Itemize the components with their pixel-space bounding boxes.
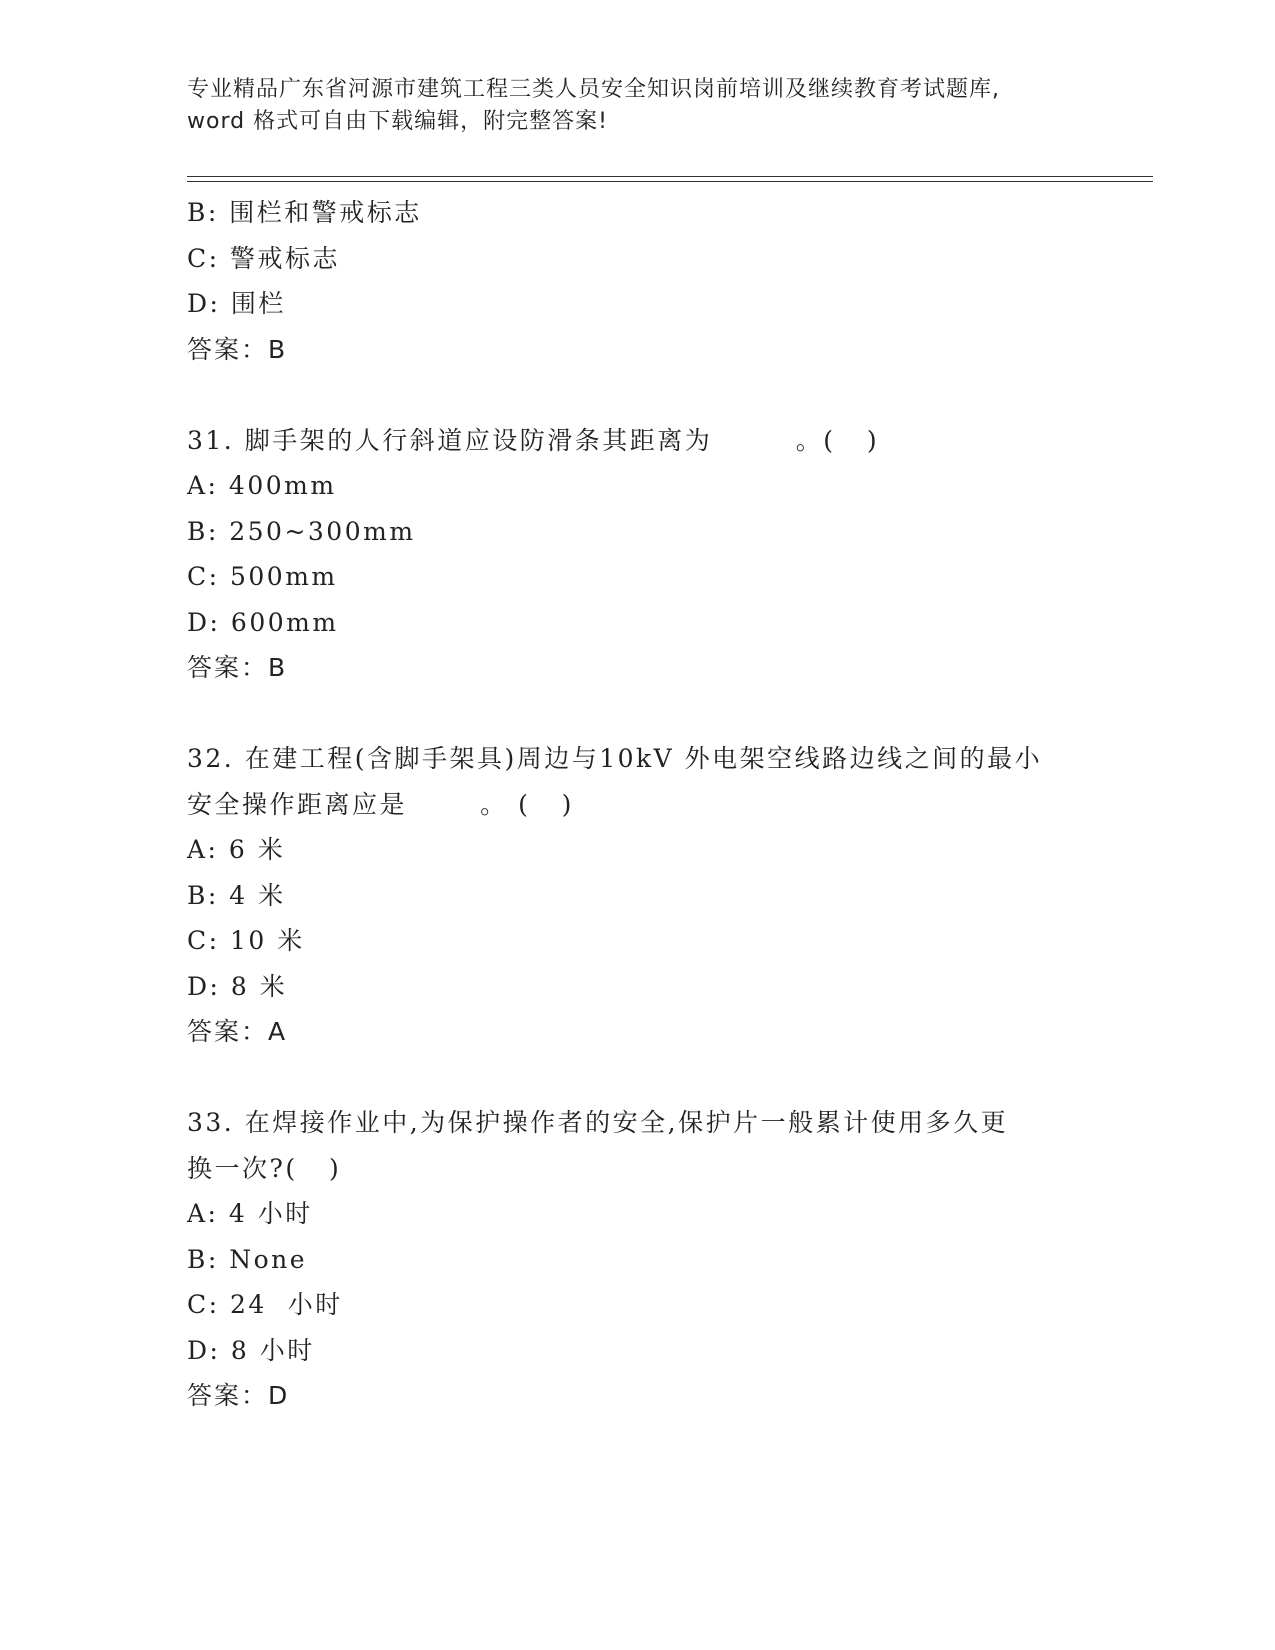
header-divider-top xyxy=(187,176,1153,177)
question-list xyxy=(187,190,1087,1419)
option-d: D: 8 米 xyxy=(187,971,288,1001)
option-c: C: 10 米 xyxy=(187,926,305,955)
answer-line: 答案：A xyxy=(187,1017,288,1046)
answer-line: 答案：B xyxy=(187,653,288,682)
option-d: D: 围栏 xyxy=(187,289,286,318)
question-33 xyxy=(187,1100,1087,1419)
previous-question xyxy=(187,190,1087,372)
option-c: C: 24 小时 xyxy=(187,1290,343,1319)
question-31 xyxy=(187,418,1087,691)
question-stem-line-1: 32. 在建工程(含脚手架具)周边与10kV 外电架空线路边线之间的最小 xyxy=(187,744,1043,773)
option-c: C: 500mm xyxy=(187,562,338,591)
option-d: D: 8 小时 xyxy=(187,1335,315,1365)
question-stem-line-2: 安全操作距离应是 。 ( ) xyxy=(187,789,574,819)
option-b: B: 250~300mm xyxy=(187,516,416,546)
spacer xyxy=(187,1055,1087,1101)
option-b: B: None xyxy=(187,1244,308,1274)
answer-line: 答案：B xyxy=(187,334,288,364)
option-a: A: 6 米 xyxy=(187,835,286,864)
question-32 xyxy=(187,736,1087,1055)
option-a: A: 4 小时 xyxy=(187,1199,313,1228)
answer-line: 答案：D xyxy=(187,1381,290,1410)
spacer xyxy=(187,691,1087,737)
option-a: A: 400mm xyxy=(187,471,337,500)
document-header xyxy=(187,74,1087,138)
option-c: C: 警戒标志 xyxy=(187,243,340,273)
question-stem-line-1: 33. 在焊接作业中,为保护操作者的安全,保护片一般累计使用多久更 xyxy=(187,1108,1009,1137)
question-stem-line-2: 换一次?( ) xyxy=(187,1153,342,1183)
header-line-2: word 格式可自由下载编辑，附完整答案! xyxy=(187,109,608,134)
spacer xyxy=(187,372,1087,418)
option-d: D: 600mm xyxy=(187,607,339,637)
header-line-1: 专业精品广东省河源市建筑工程三类人员安全知识岗前培训及继续教育考试题库, xyxy=(187,77,1000,102)
option-b: B: 围栏和警戒标志 xyxy=(187,198,422,227)
option-b: B: 4 米 xyxy=(187,880,286,910)
header-divider-bottom xyxy=(187,181,1153,182)
question-stem: 31. 脚手架的人行斜道应设防滑条其距离为 。( ) xyxy=(187,425,880,455)
